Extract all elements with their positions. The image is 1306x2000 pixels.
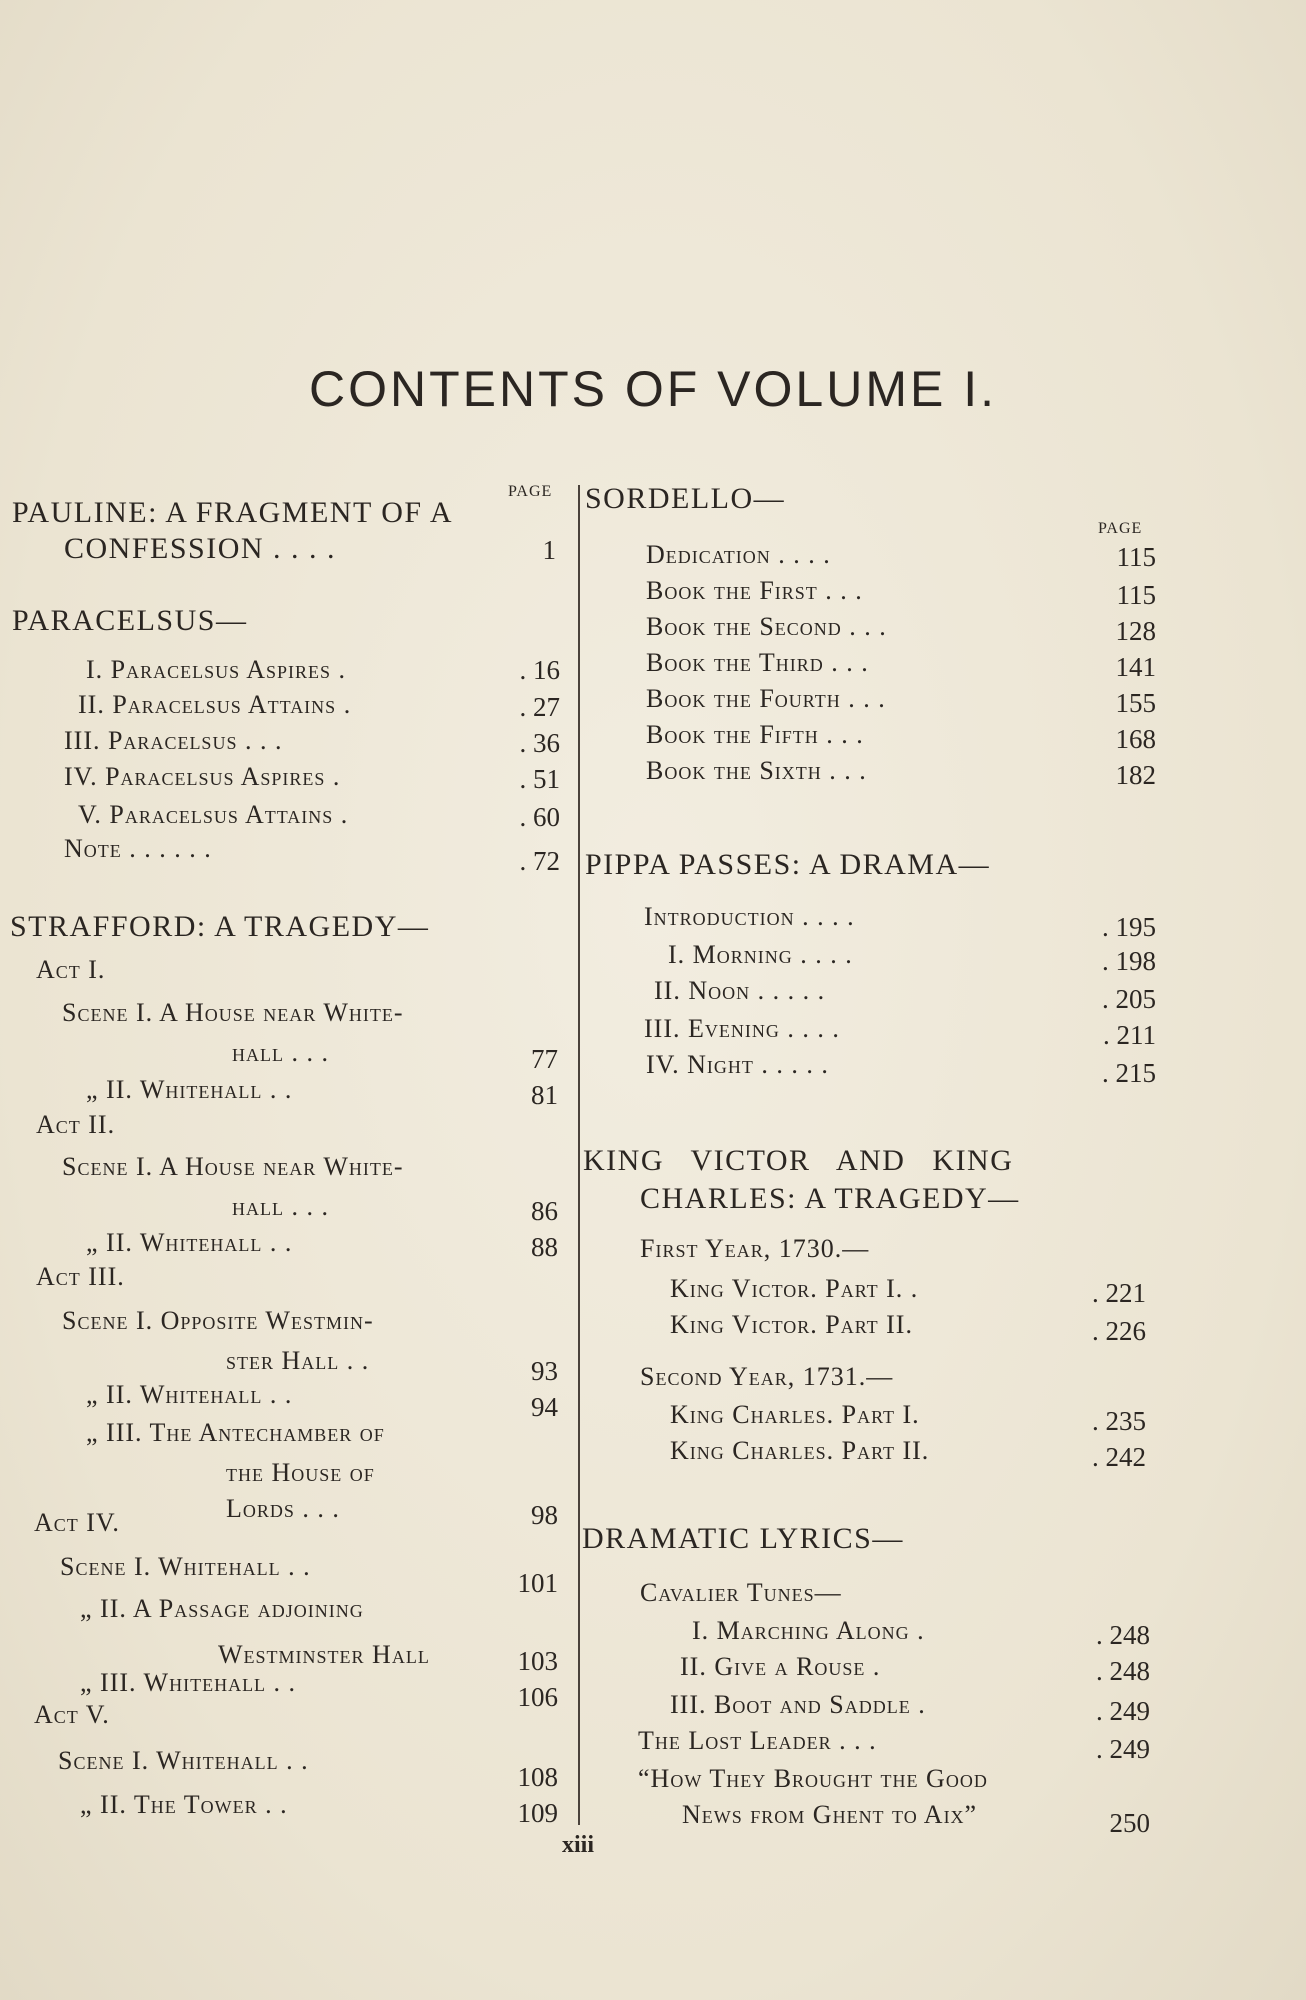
section-heading-pippa: PIPPA PASSES: A DRAMA— [585,848,991,881]
toc-entry: „ II. Whitehall . . [86,1380,293,1409]
toc-entry: IV. Night . . . . . [646,1050,829,1079]
toc-entry: Book the Fourth . . . [646,684,886,713]
page-number: 141 [1115,652,1156,682]
toc-entry: Book the First . . . [646,576,863,605]
page-number: . 16 [519,655,560,685]
toc-entry: „ III. The Antechamber of [86,1418,385,1447]
act-heading: Act IV. [34,1508,120,1537]
page-number: . 60 [519,802,560,832]
section-heading-sordello: SORDELLO— [585,482,786,515]
toc-entry: III. Boot and Saddle . [670,1690,926,1719]
page-number: 98 [531,1500,558,1530]
page-number: 93 [531,1356,558,1386]
toc-entry: “How They Brought the Good [638,1764,988,1793]
page-column-label: PAGE [1098,520,1143,537]
section-heading-king-victor: KING VICTOR AND KING [583,1144,1014,1177]
toc-entry: Scene I. Whitehall . . [60,1552,311,1581]
page-number: 1 [542,535,556,565]
page-number: 128 [1115,616,1156,646]
page-number: . 249 [1096,1696,1150,1726]
page-number: . 226 [1092,1316,1146,1346]
toc-entry: The Lost Leader . . . [638,1726,877,1755]
toc-entry: I. Paracelsus Aspires . [86,655,347,684]
toc-subheading: Second Year, 1731.— [640,1362,894,1391]
toc-entry: „ III. Whitehall . . [80,1668,297,1697]
toc-entry: Book the Fifth . . . [646,720,864,749]
page-number: 115 [1116,542,1156,572]
page-number: 155 [1115,688,1156,718]
toc-entry: „ II. Whitehall . . [86,1075,293,1104]
act-heading: Act V. [34,1700,110,1729]
page-number: 106 [517,1682,558,1712]
toc-subheading: First Year, 1730.— [640,1234,870,1263]
act-heading: Act I. [36,955,106,984]
page-number: . 36 [519,728,560,758]
section-heading-paracelsus: PARACELSUS— [12,604,248,637]
page-number: 168 [1115,724,1156,754]
act-heading: Act III. [36,1262,125,1291]
folio-page-number: xiii [561,1832,594,1858]
toc-entry: III. Paracelsus . . . [64,726,283,755]
toc-entry: „ II. A Passage adjoining [80,1594,364,1623]
toc-entry: Book the Second . . . [646,612,887,641]
right-column [580,0,1306,2000]
page-number: 81 [531,1080,558,1110]
toc-entry: Book the Third . . . [646,648,869,677]
toc-entry: King Victor. Part I. . [670,1274,919,1303]
page-title: CONTENTS OF VOLUME I. [308,361,998,417]
page-number: . 195 [1102,912,1156,942]
toc-entry: III. Evening . . . . [644,1014,840,1043]
page-number: . 72 [519,846,560,876]
toc-entry: I. Morning . . . . [668,940,853,969]
toc-entry: Scene I. A House near White- [62,1152,404,1181]
section-heading-strafford: STRAFFORD: A TRAGEDY— [10,910,430,943]
toc-entry: I. Marching Along . [692,1616,925,1645]
page-number: 103 [517,1646,558,1676]
section-heading-pauline: PAULINE: A FRAGMENT OF A [12,496,454,529]
toc-entry-cont: News from Ghent to Aix” [682,1800,978,1829]
toc-entry: Book the Sixth . . . [646,756,867,785]
page-number: . 215 [1102,1058,1156,1088]
page-number: . 242 [1092,1442,1146,1472]
toc-entry: II. Give a Rouse . [680,1652,881,1681]
toc-entry: King Charles. Part II. [670,1436,930,1465]
page-number: . 205 [1102,984,1156,1014]
section-heading-pauline-cont: CONFESSION . . . . [64,532,337,565]
page-number: . 248 [1096,1656,1150,1686]
page-number: . 198 [1102,946,1156,976]
page-number: 250 [1109,1808,1150,1838]
page-number: 77 [531,1044,558,1074]
toc-entry: II. Paracelsus Attains . [78,690,352,719]
toc-entry-cont: the House of [226,1458,375,1487]
toc-entry: Scene I. Whitehall . . [58,1746,309,1775]
act-heading: Act II. [36,1110,116,1139]
toc-entry: Introduction . . . . [644,902,855,931]
toc-subheading: Cavalier Tunes— [640,1578,842,1607]
toc-entry: IV. Paracelsus Aspires . [64,762,341,791]
toc-entry-cont: Westminster Hall [218,1640,430,1669]
toc-entry: Scene I. Opposite Westmin- [62,1306,374,1335]
toc-entry: V. Paracelsus Attains . [78,800,349,829]
page-number: 182 [1115,760,1156,790]
toc-entry-cont: hall . . . [232,1192,329,1221]
toc-entry-cont: ster Hall . . [226,1346,370,1375]
page-number: . 211 [1103,1020,1156,1050]
page-number: 115 [1116,580,1156,610]
toc-entry: II. Noon . . . . . [654,976,826,1005]
page-number: 88 [531,1232,558,1262]
toc-entry-cont: hall . . . [232,1038,329,1067]
page-number: . 51 [519,764,560,794]
toc-entry: King Victor. Part II. [670,1310,913,1339]
page-number: . 221 [1092,1278,1146,1308]
page-number: 86 [531,1196,558,1226]
page-column-label: PAGE [508,483,553,500]
page-number: 108 [517,1762,558,1792]
page-number: . 249 [1096,1734,1150,1764]
toc-entry: Scene I. A House near White- [62,998,404,1027]
toc-entry: Note . . . . . . [64,834,212,863]
left-column [0,0,578,2000]
section-heading-dramatic-lyrics: DRAMATIC LYRICS— [582,1522,904,1555]
page-number: . 235 [1092,1406,1146,1436]
toc-entry: Dedication . . . . [646,540,831,569]
toc-entry: „ II. The Tower . . [80,1790,288,1819]
page-number: . 27 [519,692,560,722]
section-heading-king-victor-cont: CHARLES: A TRAGEDY— [640,1182,1020,1215]
page-number: 101 [517,1568,558,1598]
toc-entry: King Charles. Part I. [670,1400,920,1429]
page-number: . 248 [1096,1620,1150,1650]
toc-entry-cont: Lords . . . [226,1494,340,1523]
toc-entry: „ II. Whitehall . . [86,1228,293,1257]
page-number: 109 [517,1798,558,1828]
page-number: 94 [531,1392,558,1422]
